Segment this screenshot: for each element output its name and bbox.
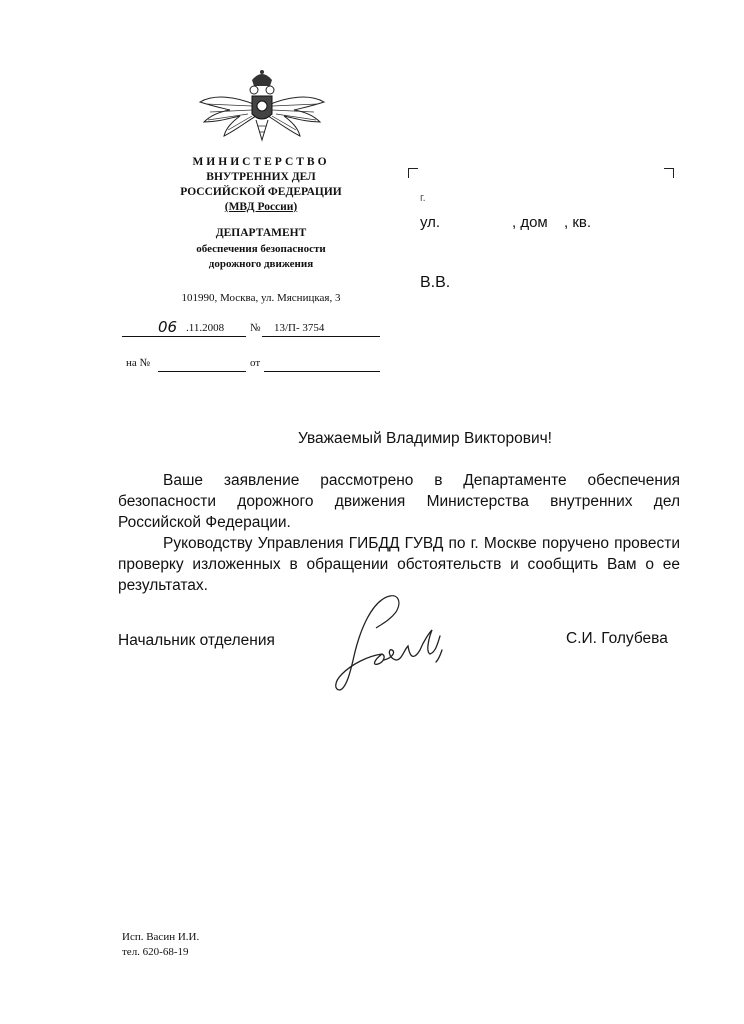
from-label: от bbox=[250, 357, 261, 369]
in-reply-underline bbox=[158, 371, 246, 372]
mvd-emblem-icon bbox=[196, 66, 328, 146]
recipient-apartment-label: , кв. bbox=[564, 214, 592, 231]
letter-paragraph-2-text: Руководству Управления ГИБДД ГУВД по г. Москве поручено провести проверку изложенных в обращении обстоятельств и сообщить Вам о ее результатах. bbox=[118, 535, 680, 594]
executor-phone: тел. 620-68-19 bbox=[122, 946, 189, 958]
handwritten-signature-icon bbox=[312, 590, 452, 696]
ministry-abbrev bbox=[150, 201, 372, 215]
letter-greeting: Уважаемый Владимир Викторович! bbox=[298, 430, 552, 447]
date-handwritten-day: 06 bbox=[158, 318, 178, 336]
recipient-street-label: ул. bbox=[420, 214, 441, 231]
number-label: № bbox=[250, 322, 261, 334]
date-rest: .11.2008 bbox=[186, 322, 225, 334]
ministry-title: МИНИСТЕРСТВО bbox=[192, 156, 330, 168]
recipient-initials: В.В. bbox=[420, 274, 451, 291]
date-underline bbox=[122, 336, 246, 337]
number-value: 13/П- 3754 bbox=[274, 322, 325, 334]
letter-paragraph-1 bbox=[118, 470, 680, 533]
recipient-house-label: , дом bbox=[512, 214, 548, 231]
signatory-position: Начальник отделения bbox=[118, 632, 275, 649]
recipient-corner-left bbox=[408, 168, 418, 178]
department-line-3: дорожного движения bbox=[208, 258, 314, 270]
department-address: 101990, Москва, ул. Мясницкая, 3 bbox=[181, 292, 341, 304]
department-title: ДЕПАРТАМЕНТ bbox=[215, 227, 307, 239]
recipient-city: г. bbox=[420, 192, 426, 204]
recipient-corner-right bbox=[664, 168, 674, 178]
department-line-2: обеспечения безопасности bbox=[196, 243, 326, 255]
letter-paragraph-2 bbox=[118, 533, 680, 596]
ministry-abbrev-text: (МВД России) bbox=[224, 201, 298, 213]
ministry-line-2: ВНУТРЕННИХ ДЕЛ bbox=[206, 171, 316, 183]
in-reply-label: на № bbox=[126, 357, 151, 369]
from-underline bbox=[264, 371, 380, 372]
ministry-line-3: РОССИЙСКОЙ ФЕДЕРАЦИИ bbox=[180, 186, 342, 198]
signatory-name: С.И. Голубева bbox=[566, 630, 668, 647]
executor-name: Исп. Васин И.И. bbox=[122, 931, 200, 943]
letter-paragraph-1-text: Ваше заявление рассмотрено в Департаменте обеспечения безопасности дорожного движения Министерства внутренних дел Российской Федерации. bbox=[118, 472, 680, 531]
number-underline bbox=[262, 336, 380, 337]
